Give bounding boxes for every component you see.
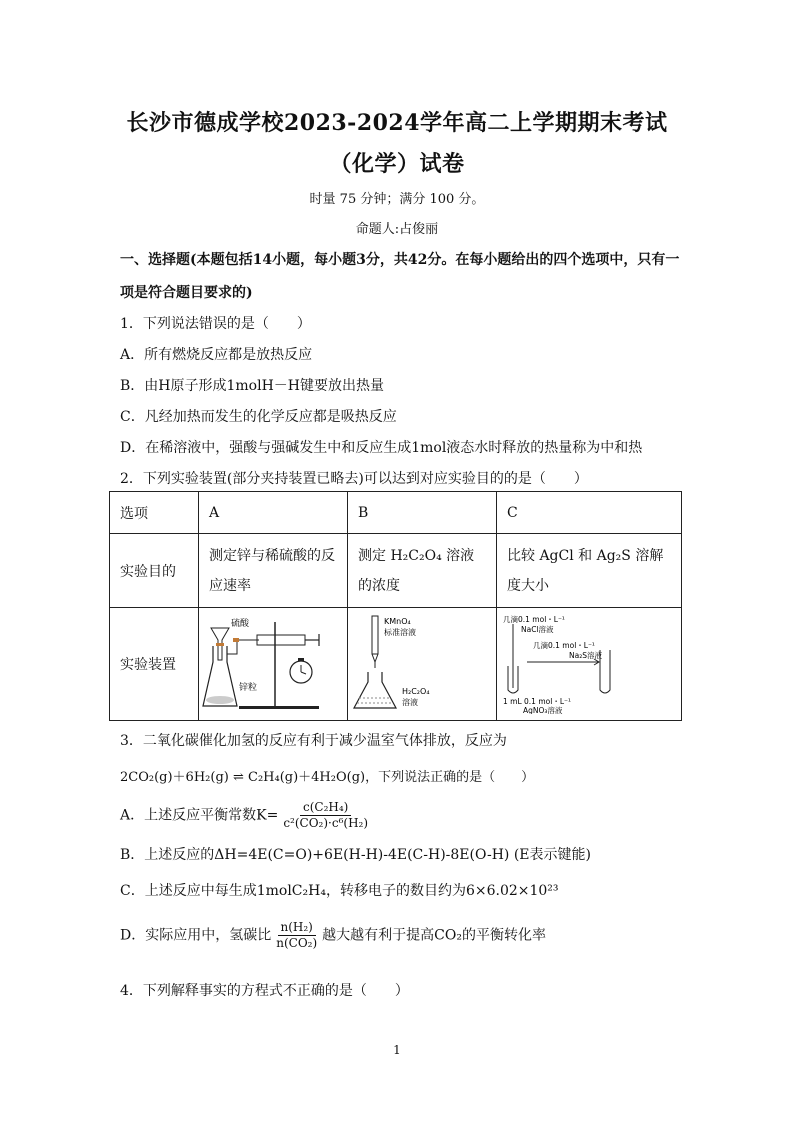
q1-option-d: D．在稀溶液中，强酸与强碱发生中和反应生成1mol液态水时释放的热量称为中和热	[120, 440, 643, 456]
q1-option-b: B．由H原子形成1molH－H键要放出热量	[120, 378, 385, 394]
q3-option-d-suffix: 越大越有利于提高CO₂的平衡转化率	[322, 927, 546, 944]
col-label-c: C	[497, 492, 682, 534]
q2-experiment-table	[109, 491, 682, 721]
hydrogen-carbon-ratio-fraction	[273, 920, 320, 951]
q2-stem: 2．下列实验装置(部分夹持装置已略去)可以达到对应实验目的的是（ ）	[120, 471, 588, 487]
exam-title-line2: （化学）试卷	[329, 151, 465, 177]
page-number: 1	[393, 1043, 401, 1057]
q3-option-d-prefix: D．实际应用中，氢碳比	[120, 927, 272, 944]
label-na2s-drops: 几滴0.1 mol・L⁻¹	[533, 641, 595, 650]
table-row	[110, 492, 682, 534]
label-nacl-drops: 几滴0.1 mol・L⁻¹	[503, 615, 565, 624]
label-nacl-solution: NaCl溶液	[521, 625, 554, 634]
q1-option-a: A．所有燃烧反应都是放热反应	[120, 347, 313, 363]
q3-equation-line	[120, 766, 534, 785]
time-info: 时量 75 分钟；满分 100 分。	[309, 192, 485, 207]
purpose-c: 比较 AgCl 和 Ag₂S 溶解度大小	[497, 534, 682, 608]
apparatus-c-cell	[497, 608, 682, 721]
q3-option-a-prefix: A．上述反应平衡常数K=	[120, 807, 279, 824]
row-header-option: 选项	[110, 492, 199, 534]
author-info: 命题人:占俊丽	[355, 222, 439, 237]
q3-option-c: C．上述反应中每生成1molC₂H₄，转移电子的数目约为6×6.02×10²³	[120, 883, 559, 899]
q4-stem: 4．下列解释事实的方程式不正确的是（ ）	[120, 983, 409, 999]
col-label-a: A	[199, 492, 348, 534]
equilibrium-constant-fraction	[280, 800, 371, 831]
precipitation-apparatus-diagram	[499, 610, 679, 714]
apparatus-a-cell	[199, 608, 348, 721]
label-solution: 溶液	[402, 698, 418, 707]
titration-apparatus-diagram	[350, 610, 478, 714]
q1-stem: 1．下列说法错误的是（ ）	[120, 316, 311, 332]
q3-option-d	[120, 920, 546, 951]
section-heading-line1: 一、选择题(本题包括14小题，每小题3分，共42分。在每小题给出的四个选项中，只有一	[120, 252, 680, 268]
label-kmno4: KMnO₄	[384, 617, 411, 626]
label-oxalic-acid: H₂C₂O₄	[402, 687, 430, 696]
q3-option-a	[120, 800, 373, 831]
q3-equation-tail: ，下列说法正确的是（ ）	[365, 770, 535, 785]
q3-option-b: B．上述反应的ΔH=4E(C=O)+6E(H-H)-4E(C-H)-8E(O-H) (E表示键能)	[120, 847, 591, 863]
fraction-numerator: c(C₂H₄)	[300, 800, 351, 816]
table-row	[110, 608, 682, 721]
label-na2s-solution: Na₂S溶液	[569, 651, 602, 660]
fraction-denominator: c²(CO₂)·c⁶(H₂)	[283, 816, 369, 830]
q3-stem: 3．二氧化碳催化加氢的反应有利于减少温室气体排放，反应为	[120, 733, 507, 749]
purpose-a: 测定锌与稀硫酸的反应速率	[199, 534, 348, 608]
row-header-apparatus: 实验装置	[110, 608, 199, 721]
section-heading-line2: 项是符合题目要求的)	[120, 285, 253, 301]
exam-title-line1: 长沙市德成学校2023-2024学年高二上学期期末考试	[126, 110, 668, 136]
fraction-denominator: n(CO₂)	[276, 936, 318, 950]
zinc-acid-apparatus-diagram	[201, 610, 329, 714]
purpose-b: 测定 H₂C₂O₄ 溶液的浓度	[348, 534, 497, 608]
q1-option-c: C．凡经加热而发生的化学反应都是吸热反应	[120, 409, 397, 425]
row-header-purpose: 实验目的	[110, 534, 199, 608]
table-row	[110, 534, 682, 608]
label-standard-solution: 标准溶液	[384, 628, 416, 637]
label-zinc: 锌粒	[239, 683, 258, 693]
label-agno3-volume: 1 mL 0.1 mol・L⁻¹	[503, 697, 571, 706]
q3-equation: 2CO₂(g)＋6H₂(g) ⇌ C₂H₄(g)＋4H₂O(g)	[120, 770, 366, 785]
label-agno3-solution: AgNO₃溶液	[523, 706, 563, 714]
apparatus-b-cell	[348, 608, 497, 721]
col-label-b: B	[348, 492, 497, 534]
fraction-numerator: n(H₂)	[278, 920, 316, 936]
label-acid: 硫酸	[231, 619, 250, 629]
